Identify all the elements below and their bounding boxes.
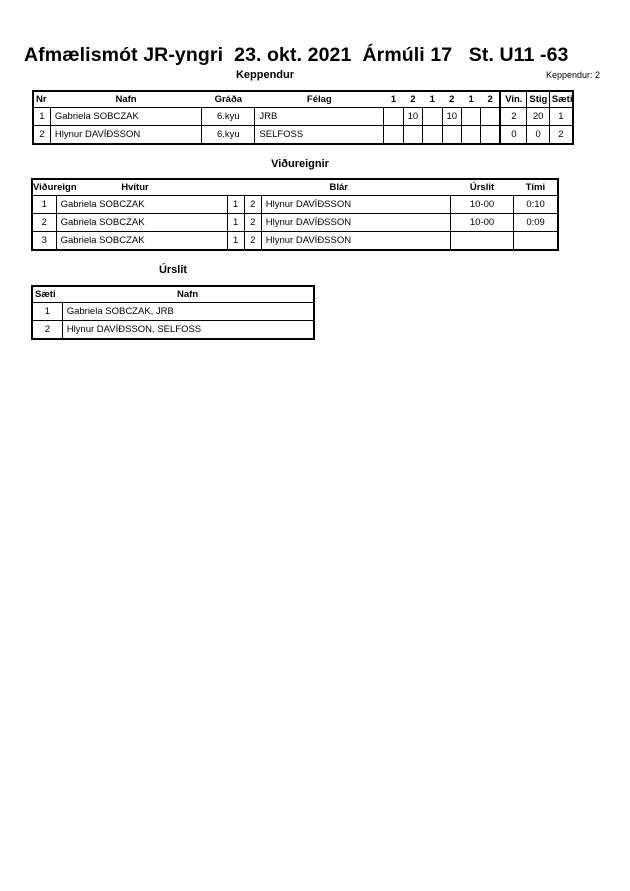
match-blue: Hlynur DAVÍÐSSON: [261, 196, 450, 214]
participant-name: Gabriela SOBCZAK: [50, 108, 201, 126]
participant-name: Hlynur DAVÍÐSSON: [50, 126, 201, 145]
matches-table: [31, 178, 559, 251]
match-white: Gabriela SOBCZAK: [56, 214, 227, 232]
column-header: Sæti: [32, 286, 62, 303]
participant-place: 1: [549, 108, 573, 126]
results-table: [31, 285, 315, 340]
column-header-match: Viðureign: [33, 182, 77, 193]
table-row: [32, 321, 314, 340]
score-cell: [442, 126, 461, 145]
column-header: [32, 179, 227, 196]
match-result: 10-00: [450, 214, 513, 232]
match-blue-marker: 2: [244, 214, 261, 232]
column-header: 2: [442, 91, 461, 108]
column-header-blue: Blár: [227, 179, 450, 196]
page-title: Afmælismót JR-yngri 23. okt. 2021 Ármúli 17 St. U11 -63: [24, 44, 569, 66]
participants-table: [32, 90, 574, 145]
column-header-white: Hvítur: [121, 182, 149, 193]
table-row: [32, 303, 314, 321]
score-cell: [481, 108, 500, 126]
score-cell: [403, 126, 422, 145]
participant-wins: 0: [500, 126, 527, 145]
participants-header-row: [33, 91, 573, 108]
participant-club: JRB: [255, 108, 384, 126]
match-white-marker: 1: [227, 214, 244, 232]
table-row: [33, 126, 573, 145]
participant-grade: 6.kyu: [202, 108, 255, 126]
results-heading: Úrslit: [158, 264, 188, 276]
column-header: Gráða: [202, 91, 255, 108]
participant-number: 1: [33, 108, 50, 126]
result-place: 1: [32, 303, 62, 321]
column-header-time: Tími: [514, 179, 558, 196]
column-header: Félag: [255, 91, 384, 108]
matches-heading: Viðureignir: [271, 158, 329, 170]
column-header: Nafn: [62, 286, 314, 303]
participant-count: Keppendur: 2: [545, 70, 600, 80]
match-blue-marker: 2: [244, 196, 261, 214]
match-time: 0:10: [514, 196, 558, 214]
column-header: Vin.: [500, 91, 527, 108]
match-blue-marker: 2: [244, 232, 261, 251]
column-header: 2: [481, 91, 500, 108]
column-header: 1: [461, 91, 480, 108]
participant-points: 20: [527, 108, 550, 126]
column-header: Sæti: [549, 91, 573, 108]
match-number: 1: [32, 196, 56, 214]
match-number: 3: [32, 232, 56, 251]
column-header: Nr: [33, 91, 50, 108]
score-cell: [384, 126, 403, 145]
match-blue: Hlynur DAVÍÐSSON: [261, 214, 450, 232]
score-cell: [461, 126, 480, 145]
matches-header-row: [32, 179, 558, 196]
result-name: Gabriela SOBCZAK, JRB: [62, 303, 314, 321]
table-row: [32, 232, 558, 251]
score-cell: [423, 126, 442, 145]
participant-grade: 6.kyu: [202, 126, 255, 145]
score-cell: [481, 126, 500, 145]
match-white-marker: 1: [227, 232, 244, 251]
table-row: [33, 108, 573, 126]
participant-place: 2: [549, 126, 573, 145]
match-white: Gabriela SOBCZAK: [56, 232, 227, 251]
match-number: 2: [32, 214, 56, 232]
column-header: 1: [423, 91, 442, 108]
participant-wins: 2: [500, 108, 527, 126]
result-name: Hlynur DAVÍÐSSON, SELFOSS: [62, 321, 314, 340]
table-row: [32, 214, 558, 232]
column-header: Stig: [527, 91, 550, 108]
score-cell: 10: [403, 108, 422, 126]
participant-number: 2: [33, 126, 50, 145]
score-cell: [461, 108, 480, 126]
match-blue: Hlynur DAVÍÐSSON: [261, 232, 450, 251]
score-cell: [423, 108, 442, 126]
score-cell: [384, 108, 403, 126]
match-result: 10-00: [450, 196, 513, 214]
participant-club: SELFOSS: [255, 126, 384, 145]
participants-heading: Keppendur: [235, 69, 295, 81]
score-cell: 10: [442, 108, 461, 126]
result-place: 2: [32, 321, 62, 340]
match-result: [450, 232, 513, 251]
results-header-row: [32, 286, 314, 303]
match-time: 0:09: [514, 214, 558, 232]
column-header: Nafn: [50, 91, 201, 108]
table-row: [32, 196, 558, 214]
column-header: 1: [384, 91, 403, 108]
match-white-marker: 1: [227, 196, 244, 214]
match-time: [514, 232, 558, 251]
match-white: Gabriela SOBCZAK: [56, 196, 227, 214]
participant-points: 0: [527, 126, 550, 145]
column-header-result: Úrslit: [450, 179, 513, 196]
column-header: 2: [403, 91, 422, 108]
